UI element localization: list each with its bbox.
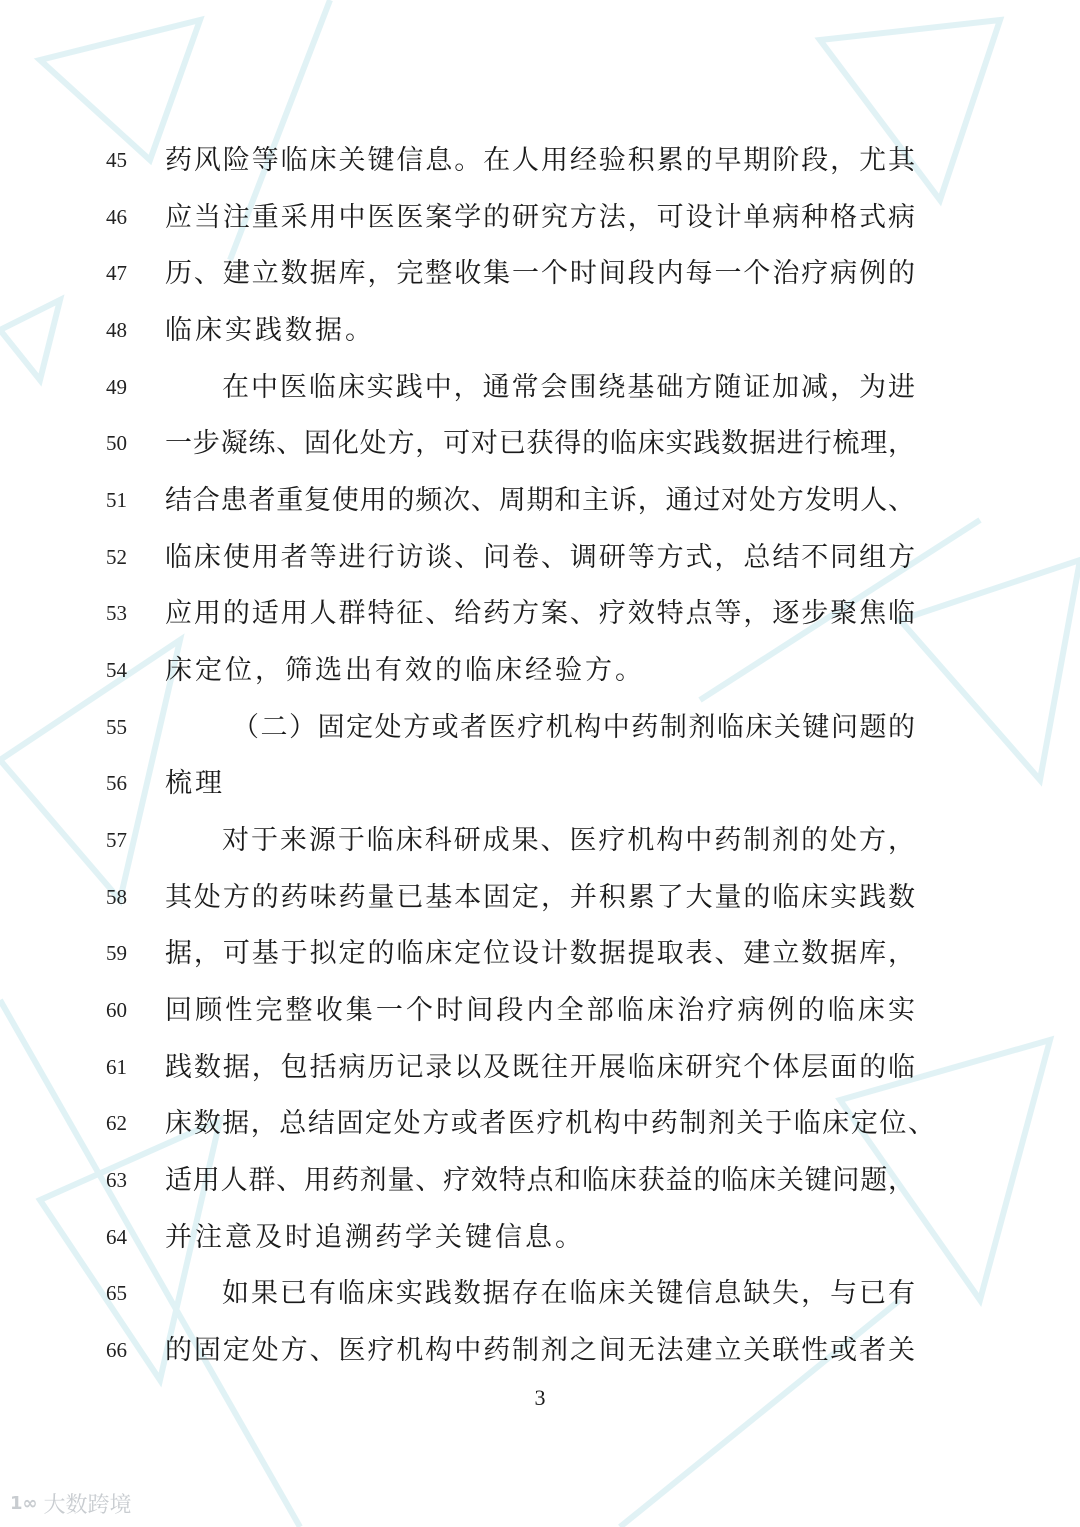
line-number: 48 — [106, 318, 127, 342]
line-number: 52 — [106, 544, 127, 569]
line-text: 的固定处方、医疗机构中药制剂之间无法建立关联性或者关 — [165, 1335, 915, 1366]
line-number: 51 — [106, 488, 127, 513]
watermark — [10, 1488, 132, 1519]
line-text: 其处方的药味药量已基本固定，并积累了大量的临床实践数 — [165, 881, 915, 912]
line-text: 药风险等临床关键信息。在人用经验积累的早期阶段，尤其 — [165, 145, 915, 175]
line-number: 60 — [106, 998, 127, 1023]
line-text: 践数据，包括病历记录以及既往开展临床研究个体层面的临 — [165, 1051, 915, 1082]
line-text: 适用人群、用药剂量、疗效特点和临床获益的临床关键问题， — [165, 1165, 915, 1196]
line-text: 一步凝练、固化处方，可对已获得的临床实践数据进行梳理， — [165, 428, 915, 459]
section-heading-text: （二）固定处方或者医疗机构中药制剂临床关键问题的 — [232, 711, 915, 742]
line-number: 61 — [106, 1054, 127, 1079]
line-number: 45 — [106, 148, 127, 172]
line-text: 结合患者重复使用的频次、周期和主诉，通过对处方发明人、 — [165, 485, 915, 516]
line-number: 58 — [106, 884, 127, 909]
line-text: 历、建立数据库，完整收集一个时间段内每一个治疗病例的 — [165, 258, 915, 289]
line-number: 54 — [106, 658, 127, 683]
line-number: 53 — [106, 601, 127, 626]
line-number: 56 — [106, 771, 127, 796]
line-text: 床数据，总结固定处方或者医疗机构中药制剂关于临床定位、 — [165, 1108, 935, 1139]
line-text: 在中医临床实践中，通常会围绕基础方随证加减，为进 — [222, 371, 915, 402]
line-text: 床定位，筛选出有效的临床经验方。 — [165, 655, 645, 686]
line-number: 50 — [106, 431, 127, 456]
watermark-text: 大数跨境 — [43, 1493, 132, 1518]
line-number: 55 — [106, 714, 127, 739]
line-text: 应当注重采用中医医案学的研究方法，可设计单病种格式病 — [165, 201, 915, 232]
line-text: 据，可基于拟定的临床定位设计数据提取表、建立数据库， — [165, 938, 915, 969]
line-number: 46 — [106, 204, 127, 229]
line-text: 并注意及时追溯药学关键信息。 — [165, 1221, 585, 1252]
page-number: 3 — [534, 1385, 546, 1410]
line-number: 66 — [106, 1338, 127, 1363]
line-text: 回顾性完整收集一个时间段内全部临床治疗病例的临床实 — [165, 995, 915, 1026]
line-text: 对于来源于临床科研成果、医疗机构中药制剂的处方， — [222, 825, 915, 856]
line-number: 49 — [106, 374, 127, 399]
line-number: 62 — [106, 1111, 127, 1136]
watermark-logo-icon: 1∞ — [10, 1493, 38, 1514]
line-number: 57 — [106, 828, 127, 853]
line-text: 临床实践数据。 — [165, 315, 375, 345]
line-number: 64 — [106, 1224, 127, 1249]
line-text: 如果已有临床实践数据存在临床关键信息缺失，与已有 — [222, 1278, 915, 1309]
section-heading-text: 梳理 — [165, 768, 225, 799]
line-number: 59 — [106, 941, 127, 966]
line-number: 63 — [106, 1168, 127, 1193]
line-text: 临床使用者等进行访谈、问卷、调研等方式，总结不同组方 — [165, 541, 915, 572]
line-number: 47 — [106, 261, 127, 286]
line-text: 应用的适用人群特征、给药方案、疗效特点等，逐步聚焦临 — [165, 598, 915, 629]
line-number: 65 — [106, 1281, 127, 1306]
